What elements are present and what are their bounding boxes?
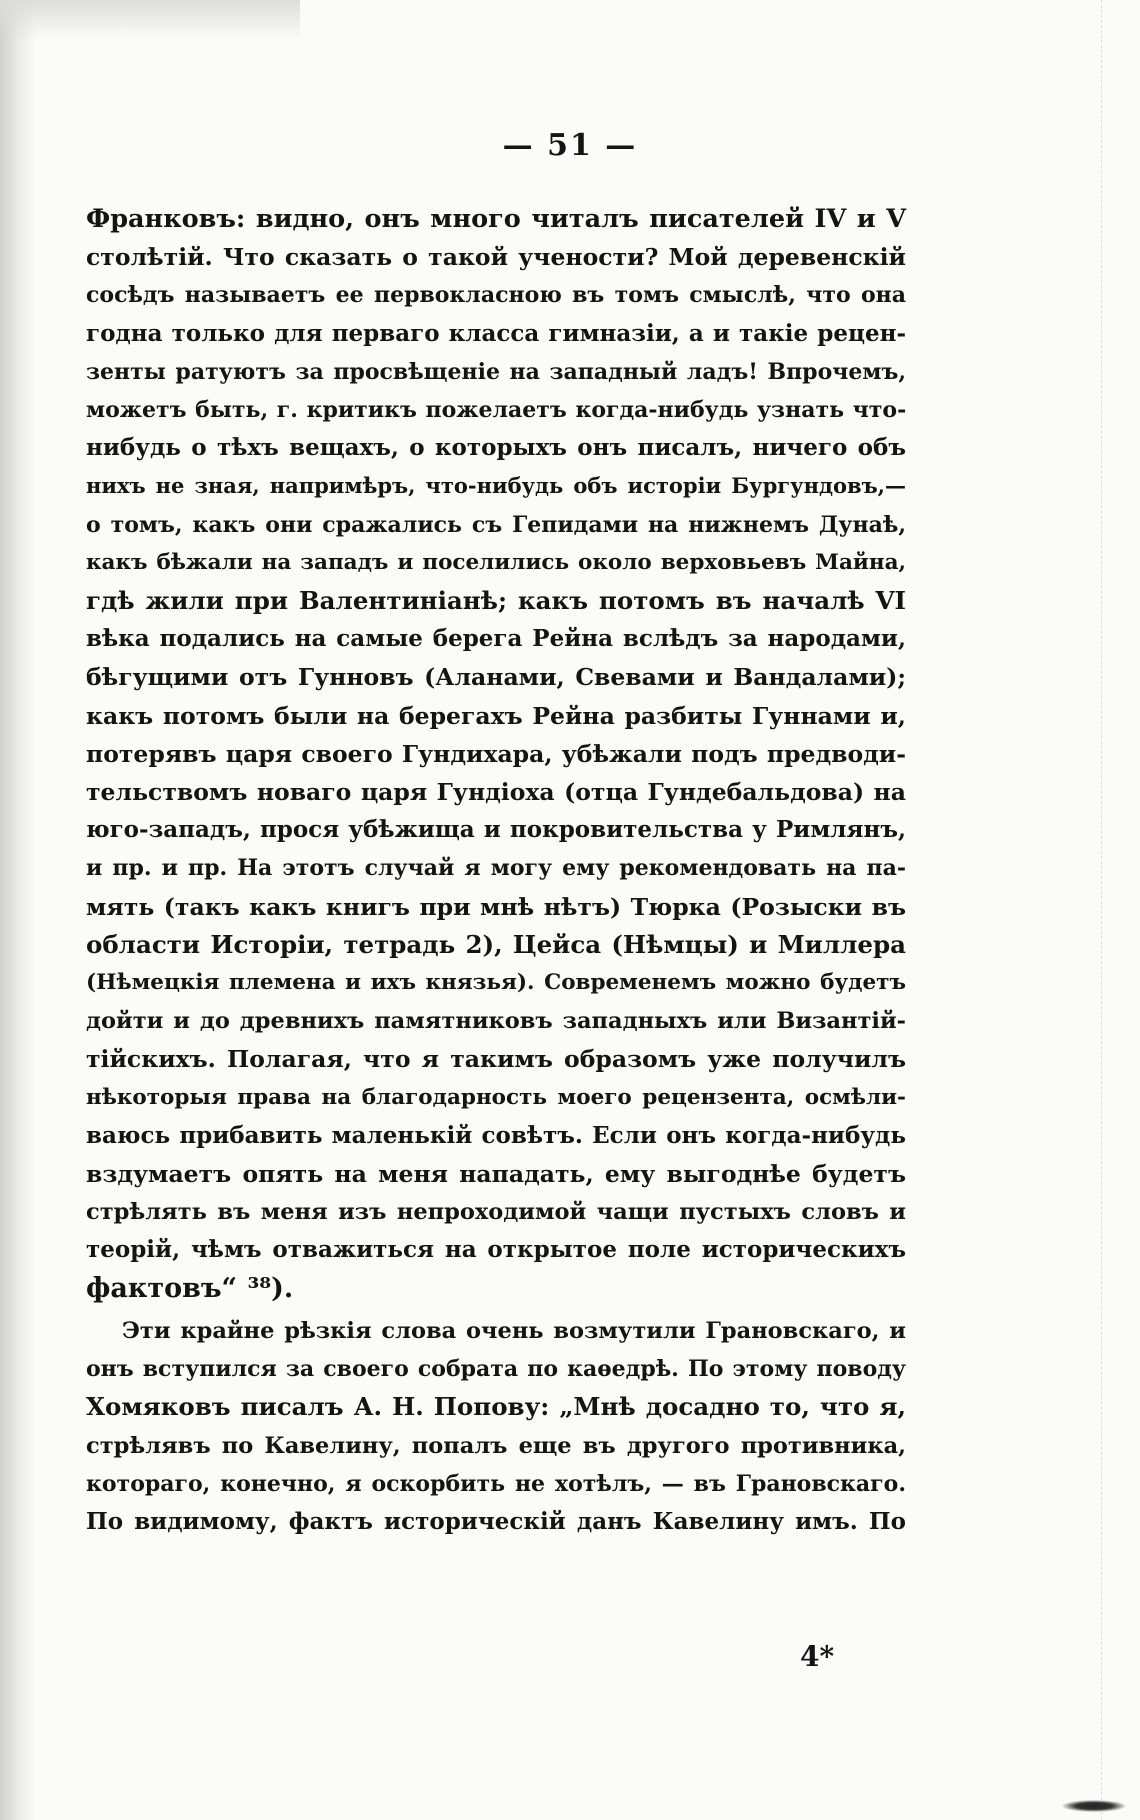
page-edge-right	[1101, 0, 1130, 1820]
text-line: стрѣлять въ меня изъ непроходимой чащи пустыхъ словъ и	[86, 1199, 906, 1226]
text-line: нихъ не зная, напримѣръ, что-нибудь объ исторіи Бургундовъ,—	[86, 473, 906, 499]
text-line: дойти и до древнихъ памятниковъ западныхъ или Византій-	[86, 1008, 906, 1035]
text-line: мять (такъ какъ книгъ при мнѣ нѣтъ) Тюрка (Розыски въ	[86, 892, 906, 921]
text-line: о томъ, какъ они сражались съ Гепидами на нижнемъ Дунаѣ,	[86, 511, 906, 538]
text-line: Франковъ: видно, онъ много читалъ писателей IV и V	[86, 204, 906, 234]
text-line: зенты ратуютъ за просвѣщеніе на западный ладъ! Впрочемъ,	[86, 358, 906, 385]
page-number: — 51 —	[502, 128, 638, 163]
text-line: сосѣдъ называетъ ее первокласною въ томъ смыслѣ, что она	[86, 282, 906, 309]
text-line: Хомяковъ писалъ А. Н. Попову: „Мнѣ досадно то, что я,	[86, 1392, 906, 1422]
text-line: онъ вступился за своего собрата по каѳедрѣ. По этому поводу	[86, 1356, 906, 1383]
scan-corner-mark	[1062, 1800, 1126, 1812]
text-line: какъ бѣжали на западъ и поселились около верховьевъ Майна,	[86, 549, 906, 575]
scan-shadow-left	[0, 0, 36, 1820]
text-line: какъ потомъ были на берегахъ Рейна разбиты Гуннами и,	[86, 701, 906, 730]
text-line: нѣкоторыя права на благодарность моего рецензента, осмѣли-	[86, 1084, 906, 1110]
text-line: столѣтій. Что сказать о такой учености? Мой деревенскій	[86, 243, 906, 272]
scan-shadow-top	[0, 0, 300, 40]
text-line: и пр. и пр. На этотъ случай я могу ему рекомендовать на па-	[86, 855, 906, 882]
text-line: тельствомъ новаго царя Гундіоха (отца Гундебальдова) на	[86, 778, 906, 807]
text-line: потерявъ царя своего Гундихара, убѣжали подъ предводи-	[86, 739, 906, 768]
text-line: стрѣлявъ по Кавелину, попалъ еще въ другого противника,	[86, 1432, 906, 1459]
text-line: области Исторіи, тетрадь 2), Цейса (Нѣмцы) и Миллера	[86, 929, 906, 959]
text-line: ваюсь прибавить маленькій совѣтъ. Если онъ когда-нибудь	[86, 1121, 906, 1149]
text-line: тійскихъ. Полагая, что я такимъ образомъ уже получилъ	[86, 1045, 906, 1074]
text-line: гдѣ жили при Валентиніанѣ; какъ потомъ въ началѣ VI	[86, 586, 906, 616]
text-line: (Нѣмецкія племена и ихъ князья). Современемъ можно будетъ	[86, 970, 906, 996]
paragraph-2	[86, 1312, 906, 1541]
text-line: теорій, чѣмъ отважиться на открытое поле историческихъ	[86, 1236, 906, 1264]
text-line: вѣка подались на самые берега Рейна вслѣдъ за народами,	[86, 625, 906, 653]
text-line: вздумаетъ опять на меня нападать, ему выгоднѣе будетъ	[86, 1160, 906, 1189]
text-line: юго-западъ, прося убѣжища и покровительства у Римлянъ,	[86, 816, 906, 844]
text-line: Эти крайне рѣзкія слова очень возмутили Грановскаго, и	[122, 1317, 906, 1344]
text-line: нибудь о тѣхъ вещахъ, о которыхъ онъ писалъ, ничего объ	[86, 434, 906, 462]
text-line: котораго, конечно, я оскорбить не хотѣлъ, — въ Грановскаго.	[86, 1470, 906, 1497]
text-line: можетъ быть, г. критикъ пожелаетъ когда-нибудь узнать что-	[86, 397, 907, 424]
signature-mark: 4*	[800, 1640, 835, 1673]
text-line: фактовъ“ ³⁸).	[86, 1272, 294, 1304]
text-line: По видимому, фактъ историческій данъ Кавелину имъ. По	[86, 1507, 906, 1535]
text-line: бѣгущими отъ Гунновъ (Аланами, Свевами и Вандалами);	[86, 663, 906, 692]
text-line: годна только для перваго класса гимназіи, а и такіе рецен-	[86, 319, 906, 347]
body-text	[86, 200, 906, 1541]
paragraph-1	[86, 200, 906, 1308]
